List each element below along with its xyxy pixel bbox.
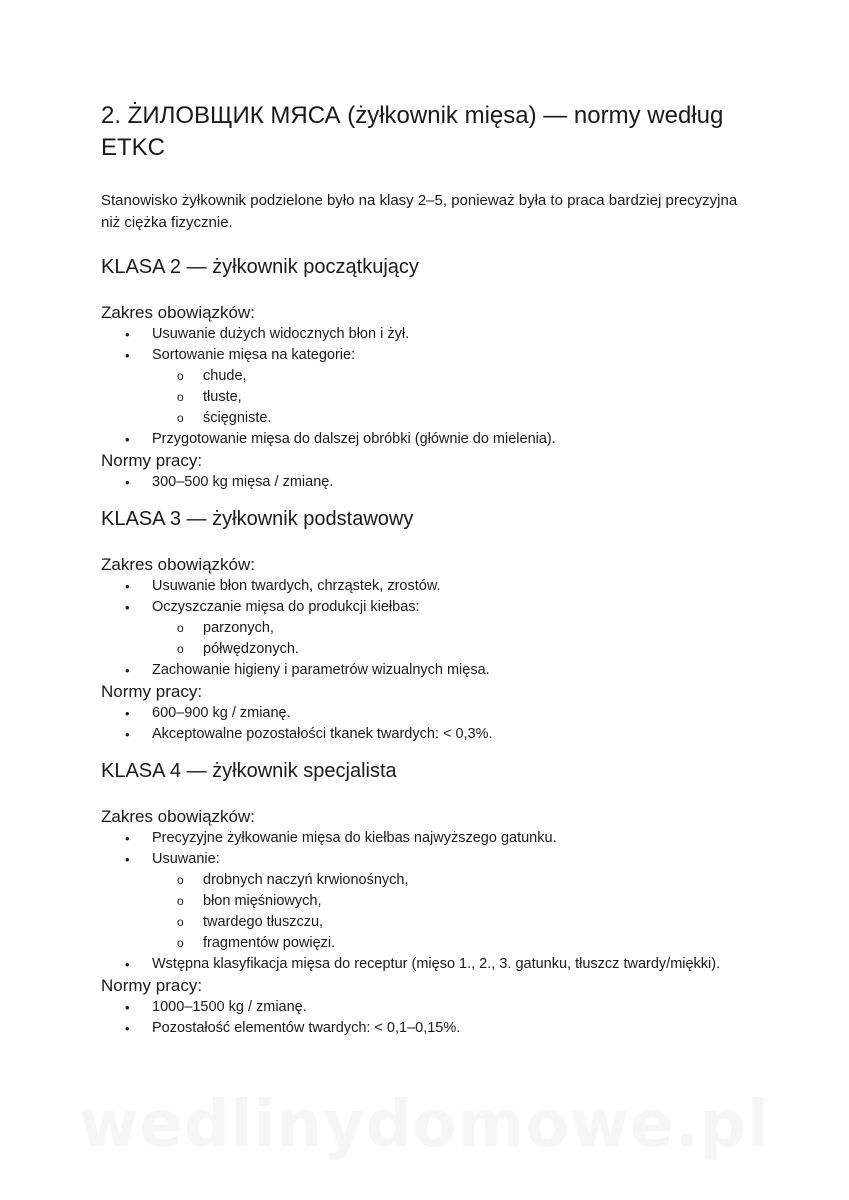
bullet-icon: • xyxy=(125,831,130,846)
sub-list xyxy=(152,870,751,954)
bullet-icon: • xyxy=(125,1021,130,1036)
list-item-text: Oczyszczanie mięsa do produkcji kiełbas: xyxy=(152,599,420,615)
duties-label: Zakres obowiązków: xyxy=(101,555,256,574)
list-item xyxy=(101,345,751,429)
bullet-icon: • xyxy=(125,663,130,678)
list-item-text: Usuwanie: xyxy=(152,851,220,867)
norms-label: Normy pracy: xyxy=(101,976,203,995)
list-item xyxy=(101,849,751,954)
list-item xyxy=(101,954,751,975)
page-title: 2. ŻИЛОВЩИК МЯСА (żyłkownik mięsa) — normy według ETKC xyxy=(101,102,724,161)
document-page xyxy=(101,100,751,1051)
sub-list-item-text: chude, xyxy=(203,368,247,384)
bullet-icon: • xyxy=(125,475,130,490)
list-item xyxy=(101,576,751,597)
circle-bullet-icon: o xyxy=(177,873,184,887)
circle-bullet-icon: o xyxy=(177,390,184,404)
list-item xyxy=(101,660,751,681)
sub-list-item xyxy=(152,870,751,891)
norms-list xyxy=(101,703,751,745)
sub-list-item-text: błon mięśniowych, xyxy=(203,893,322,909)
norms-list xyxy=(101,472,751,493)
class-section xyxy=(101,253,751,493)
sub-list-item xyxy=(152,618,751,639)
list-item-text: Akceptowalne pozostałości tkanek twardych: < 0,3%. xyxy=(152,726,493,742)
sub-list xyxy=(152,618,751,660)
list-item-text: 1000–1500 kg / zmianę. xyxy=(152,999,307,1015)
list-item xyxy=(101,828,751,849)
sub-list-item-text: twardego tłuszczu, xyxy=(203,914,324,930)
sub-list-item xyxy=(152,387,751,408)
bullet-icon: • xyxy=(125,579,130,594)
sub-list-item xyxy=(152,933,751,954)
bullet-icon: • xyxy=(125,600,130,615)
duties-list xyxy=(101,828,751,975)
circle-bullet-icon: o xyxy=(177,915,184,929)
bullet-icon: • xyxy=(125,706,130,721)
list-item-text: 600–900 kg / zmianę. xyxy=(152,705,291,721)
list-item xyxy=(101,324,751,345)
duties-label: Zakres obowiązków: xyxy=(101,303,256,322)
list-item xyxy=(101,703,751,724)
sub-list-item xyxy=(152,639,751,660)
bullet-icon: • xyxy=(125,727,130,742)
sub-list-item-text: drobnych naczyń krwionośnych, xyxy=(203,872,409,888)
sub-list-item xyxy=(152,912,751,933)
list-item xyxy=(101,429,751,450)
circle-bullet-icon: o xyxy=(177,936,184,950)
sub-list-item-text: ścięgniste. xyxy=(203,410,272,426)
class-section xyxy=(101,757,751,1039)
watermark: wedlinydomowe.pl xyxy=(79,1088,770,1162)
list-item-text: Zachowanie higieny i parametrów wizualnych mięsa. xyxy=(152,662,490,678)
bullet-icon: • xyxy=(125,957,130,972)
section-heading: KLASA 2 — żyłkownik początkujący xyxy=(101,256,419,278)
list-item-text: 300–500 kg mięsa / zmianę. xyxy=(152,474,334,490)
list-item-text: Wstępna klasyfikacja mięsa do receptur (mięso 1., 2., 3. gatunku, tłuszcz twardy/miękki). xyxy=(152,956,721,972)
sub-list-item-text: parzonych, xyxy=(203,620,274,636)
list-item xyxy=(101,1018,751,1039)
bullet-icon: • xyxy=(125,852,130,867)
list-item-text: Usuwanie dużych widocznych błon i żył. xyxy=(152,326,410,342)
circle-bullet-icon: o xyxy=(177,621,184,635)
bullet-icon: • xyxy=(125,348,130,363)
list-item xyxy=(101,997,751,1018)
norms-list xyxy=(101,997,751,1039)
list-item-text: Przygotowanie mięsa do dalszej obróbki (głównie do mielenia). xyxy=(152,431,556,447)
sub-list-item-text: półwędzonych. xyxy=(203,641,299,657)
duties-list xyxy=(101,576,751,681)
section-heading: KLASA 4 — żyłkownik specjalista xyxy=(101,760,397,782)
sub-list-item xyxy=(152,408,751,429)
list-item-text: Usuwanie błon twardych, chrząstek, zrostów. xyxy=(152,578,441,594)
bullet-icon: • xyxy=(125,327,130,342)
list-item xyxy=(101,597,751,660)
section-heading: KLASA 3 — żyłkownik podstawowy xyxy=(101,508,414,530)
norms-label: Normy pracy: xyxy=(101,682,203,701)
bullet-icon: • xyxy=(125,1000,130,1015)
norms-label: Normy pracy: xyxy=(101,451,203,470)
circle-bullet-icon: o xyxy=(177,894,184,908)
sub-list xyxy=(152,366,751,429)
duties-label: Zakres obowiązków: xyxy=(101,807,256,826)
sub-list-item xyxy=(152,891,751,912)
circle-bullet-icon: o xyxy=(177,642,184,656)
sub-list-item-text: fragmentów powięzi. xyxy=(203,935,336,951)
sub-list-item xyxy=(152,366,751,387)
list-item-text: Pozostałość elementów twardych: < 0,1–0,15%. xyxy=(152,1020,461,1036)
sub-list-item-text: tłuste, xyxy=(203,389,242,405)
circle-bullet-icon: o xyxy=(177,411,184,425)
list-item-text: Sortowanie mięsa na kategorie: xyxy=(152,347,356,363)
list-item xyxy=(101,472,751,493)
intro-paragraph: Stanowisko żyłkownik podzielone było na klasy 2–5, ponieważ była to praca bardziej precyzyjna niż ciężka fizycznie. xyxy=(101,192,738,231)
sections-container xyxy=(101,253,751,1039)
bullet-icon: • xyxy=(125,432,130,447)
list-item-text: Precyzyjne żyłkowanie mięsa do kiełbas najwyższego gatunku. xyxy=(152,830,557,846)
class-section xyxy=(101,505,751,745)
list-item xyxy=(101,724,751,745)
circle-bullet-icon: o xyxy=(177,369,184,383)
duties-list xyxy=(101,324,751,450)
